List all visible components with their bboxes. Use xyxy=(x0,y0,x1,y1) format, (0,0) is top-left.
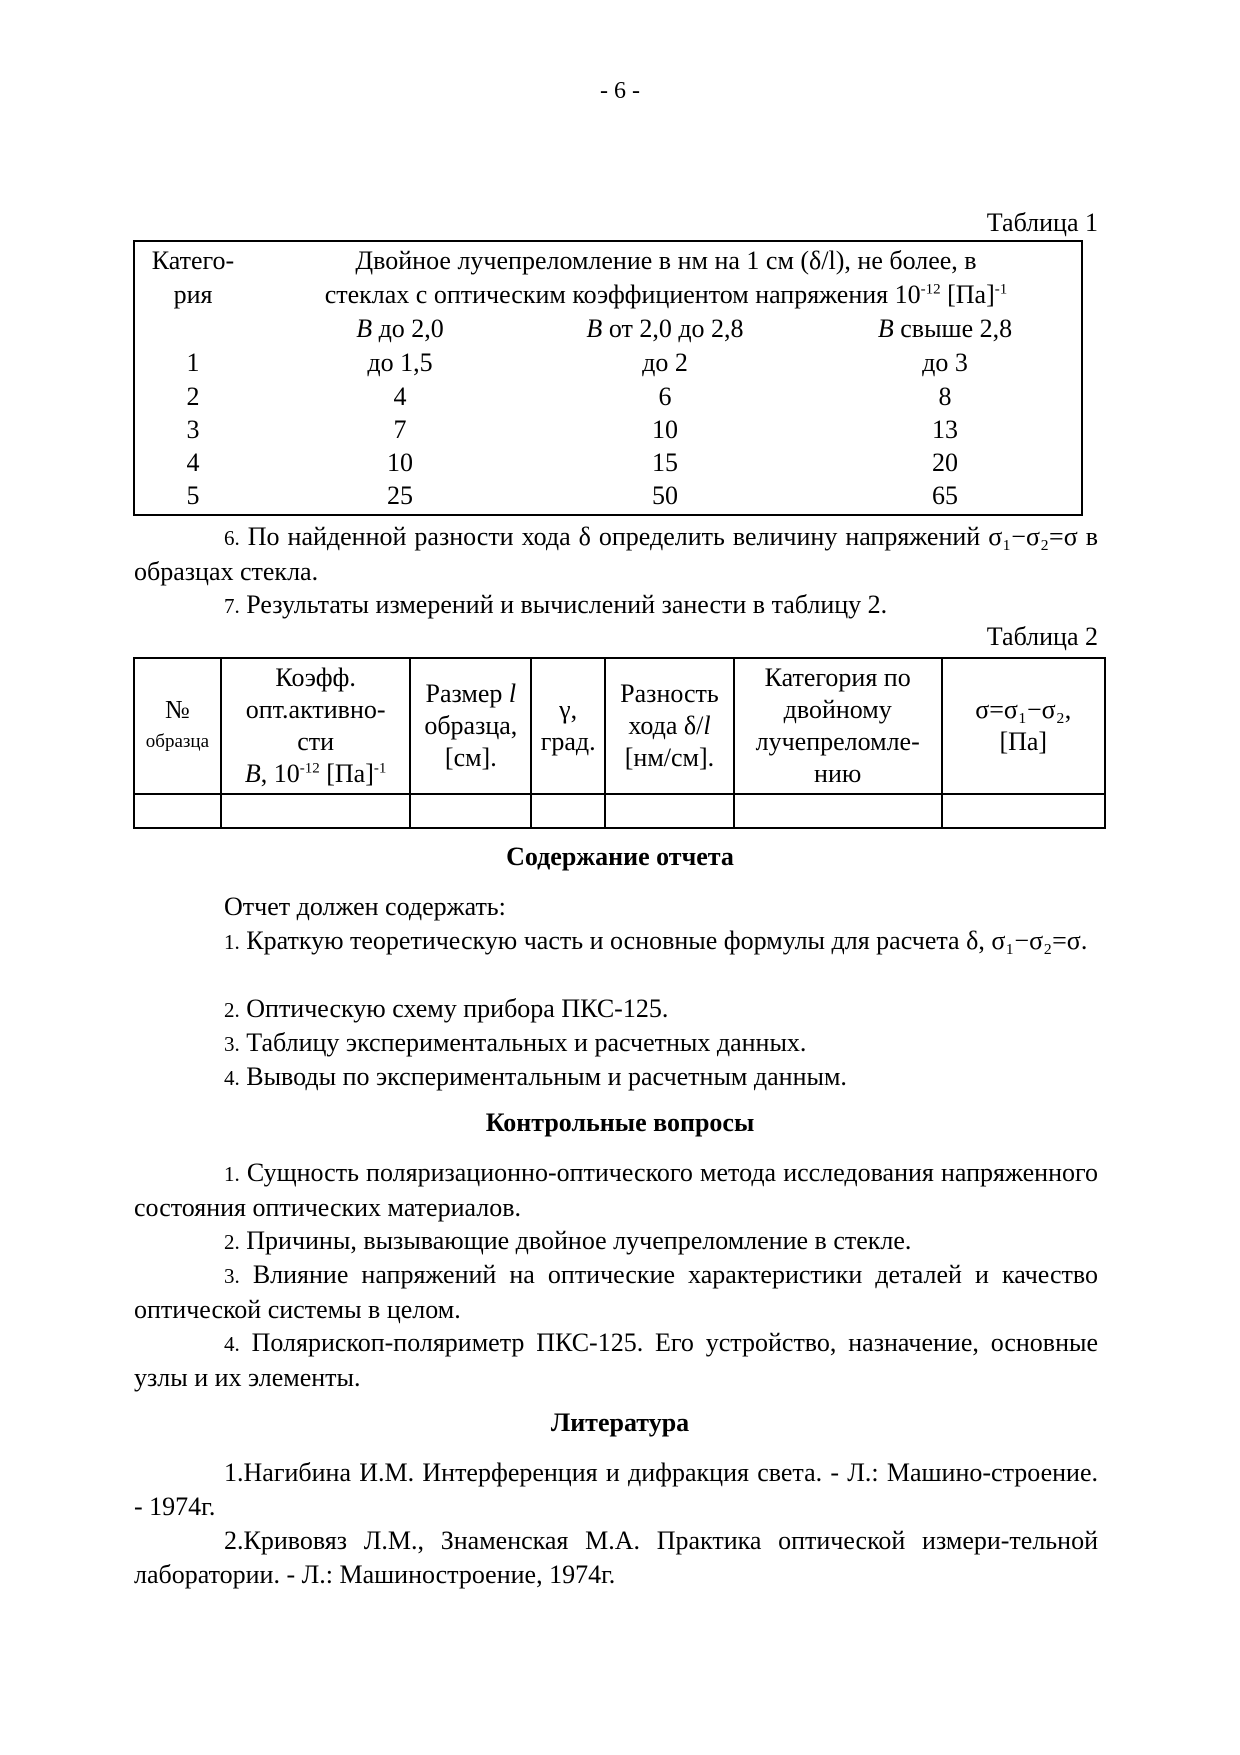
table1-cell: 50 xyxy=(652,481,678,510)
question-3-num: 3. xyxy=(224,1264,240,1288)
table1-cell: 3 xyxy=(186,415,200,444)
table1-cell: 5 xyxy=(186,481,200,510)
question-1-num: 1. xyxy=(224,1162,240,1186)
table2-caption: Таблица 2 xyxy=(986,622,1098,651)
table1-cell: 65 xyxy=(932,481,958,510)
table2-cell xyxy=(221,794,411,828)
report-item-3-text: Таблицу экспериментальных и расчетных данных. xyxy=(246,1028,807,1057)
table2-cell xyxy=(531,794,605,828)
table2-head-path-difference-line2 xyxy=(608,710,731,742)
table2-head-coefficient-exp: -12 xyxy=(299,760,320,777)
table1-cell: 10 xyxy=(652,415,678,444)
report-item-1-num: 1. xyxy=(224,930,240,954)
literature-heading: Литература xyxy=(550,1408,690,1437)
table1-head-main-unit-exp: -1 xyxy=(994,281,1008,298)
report-item-3-num: 3. xyxy=(224,1032,240,1056)
table2-head-coefficient-line2: опт.активно- xyxy=(245,695,386,724)
table1-subhead-2 xyxy=(545,314,785,344)
table2-cell xyxy=(410,794,531,828)
table2-head-size xyxy=(410,658,531,794)
literature-item-1: 1.Нагибина И.М. Интерференция и дифракция света. - Л.: Машино-строение. - 1974г. xyxy=(134,1458,1098,1521)
question-4-num: 4. xyxy=(224,1332,240,1356)
report-item-2-text: Оптическую схему прибора ПКС-125. xyxy=(246,994,669,1023)
question-3 xyxy=(134,1258,1098,1327)
table2 xyxy=(133,657,1106,829)
table2-head-category-line3: лучепреломле- xyxy=(755,727,920,756)
item-7 xyxy=(134,588,1098,623)
table2-head-path-difference-label: хода δ/ xyxy=(628,711,704,740)
table2-head-number-symbol: № xyxy=(165,695,190,724)
table2-head-coefficient-line4 xyxy=(224,758,408,790)
table1-cell: 13 xyxy=(932,415,958,444)
table1-cell: 8 xyxy=(938,382,952,411)
table2-head-coefficient-line3: сти xyxy=(297,727,335,756)
table1-cell: 2 xyxy=(186,382,200,411)
table2-head-path-difference-line3: [нм/см]. xyxy=(624,743,715,772)
table2-head-gamma xyxy=(531,658,605,794)
table1-head-main-line2 xyxy=(251,280,1081,310)
table1-cell: 1 xyxy=(186,348,200,377)
table1-subhead-1 xyxy=(295,314,505,344)
table1-subhead-3-var: B xyxy=(877,314,894,343)
table1-head-main-exp: -12 xyxy=(920,281,941,298)
table1-subhead-2-var: B xyxy=(586,314,603,343)
table2-cell xyxy=(605,794,734,828)
report-heading: Содержание отчета xyxy=(506,842,734,871)
table1-subhead-2-text: от 2,0 до 2,8 xyxy=(602,314,744,343)
table1-cell: 7 xyxy=(393,415,407,444)
table2-head-coefficient-line1: Коэфф. xyxy=(275,663,356,692)
report-item-2 xyxy=(134,992,1098,1027)
table2-head-path-difference-line1: Разность xyxy=(620,679,719,708)
table1-cell: 4 xyxy=(186,448,200,477)
question-4 xyxy=(134,1326,1098,1395)
table1-head-category-line2: рия xyxy=(173,280,213,309)
table2-head-size-var: l xyxy=(508,679,517,708)
item-6-text: По найденной разности хода δ определить величину напряжений σ₁−σ₂=σ в образцах стекла. xyxy=(134,522,1098,586)
report-item-4-text: Выводы по экспериментальным и расчетным данным. xyxy=(246,1062,847,1091)
table2-cell xyxy=(734,794,942,828)
table1-cell: до 3 xyxy=(922,348,968,377)
table2-head-path-difference xyxy=(605,658,734,794)
table2-head-category-line2: двойному xyxy=(783,695,892,724)
table2-head-category xyxy=(734,658,942,794)
question-4-text: Полярископ-поляриметр ПКС-125. Его устройство, назначение, основные узлы и их элементы. xyxy=(134,1328,1098,1392)
table1-subhead-3 xyxy=(835,314,1055,344)
table2-empty-row xyxy=(134,794,1105,828)
table2-cell xyxy=(942,794,1105,828)
report-item-1-text: Краткую теоретическую часть и основные формулы для расчета δ, σ₁−σ₂=σ. xyxy=(246,926,1088,955)
table1-cell: 4 xyxy=(393,382,407,411)
table2-head-coefficient-var: B xyxy=(244,759,261,788)
page-number: - 6 - xyxy=(600,78,640,104)
table2-head-stress-line2: [Па] xyxy=(999,727,1048,756)
table2-head-coefficient-factor: , 10 xyxy=(260,759,300,788)
table1-subhead-3-text: свыше 2,8 xyxy=(893,314,1013,343)
item-6-num: 6. xyxy=(224,526,240,550)
table1-cell: 6 xyxy=(658,382,672,411)
table2-head-number xyxy=(134,658,221,794)
table1-cell: до 1,5 xyxy=(367,348,433,377)
table2-head-stress xyxy=(942,658,1105,794)
item-7-text: Результаты измерений и вычислений занести в таблицу 2. xyxy=(246,590,888,619)
table1-cell: 15 xyxy=(652,448,678,477)
questions-heading: Контрольные вопросы xyxy=(485,1108,755,1137)
table1-head-main-unit: [Па] xyxy=(947,280,995,309)
table2-head-number-label: образца xyxy=(145,731,210,752)
question-1-text: Сущность поляризационно-оптического метода исследования напряженного состояния оптических материалов. xyxy=(134,1158,1098,1222)
table1 xyxy=(133,240,1083,516)
table2-head-stress-line1: σ=σ₁−σ₂, xyxy=(975,695,1072,724)
report-item-1 xyxy=(134,924,1098,959)
question-2 xyxy=(134,1224,1098,1259)
table2-head-size-line1 xyxy=(413,678,528,710)
table1-head-main-line1: Двойное лучепреломление в нм на 1 см (δ/l), не более, в xyxy=(355,246,977,275)
item-7-num: 7. xyxy=(224,594,240,618)
table2-head-category-line4: нию xyxy=(814,759,862,788)
table2-head-coefficient-unit: [Па] xyxy=(319,759,374,788)
table1-cell: 10 xyxy=(387,448,413,477)
table2-head-size-line3: [см]. xyxy=(444,743,497,772)
table2-head-coefficient xyxy=(221,658,411,794)
table2-head-gamma-line2: град. xyxy=(540,727,596,756)
table1-subhead-1-text: до 2,0 xyxy=(372,314,444,343)
table2-head-path-difference-var: l xyxy=(703,711,711,740)
table2-head-gamma-line1: γ, xyxy=(559,695,578,724)
table1-caption: Таблица 1 xyxy=(986,208,1098,237)
report-item-4-num: 4. xyxy=(224,1066,240,1090)
table2-head-size-label: Размер xyxy=(425,679,509,708)
table2-head-category-line1: Категория по xyxy=(764,663,911,692)
table1-head-main-line2-text: стеклах с оптическим коэффициентом напряжения 10 xyxy=(324,280,921,309)
item-6 xyxy=(134,520,1098,589)
table2-cell xyxy=(134,794,221,828)
question-1 xyxy=(134,1156,1098,1225)
report-item-4 xyxy=(134,1060,1098,1095)
table1-cell: до 2 xyxy=(642,348,688,377)
report-intro: Отчет должен содержать: xyxy=(224,892,506,921)
report-item-2-num: 2. xyxy=(224,998,240,1022)
literature-item-2: 2.Кривовяз Л.М., Знаменская М.А. Практика оптической измери-тельной лаборатории. - Л.: Машиностроение, 1974г. xyxy=(134,1526,1098,1589)
report-item-3 xyxy=(134,1026,1098,1061)
table1-cell: 20 xyxy=(932,448,958,477)
table1-subhead-1-var: B xyxy=(356,314,373,343)
question-2-num: 2. xyxy=(224,1230,240,1254)
table1-head-category-line1: Катего- xyxy=(151,246,235,275)
table2-head-coefficient-unit-exp: -1 xyxy=(373,760,387,777)
table2-head-size-line2: образца, xyxy=(424,711,518,740)
table1-cell: 25 xyxy=(387,481,413,510)
question-2-text: Причины, вызывающие двойное лучепреломление в стекле. xyxy=(246,1226,912,1255)
question-3-text: Влияние напряжений на оптические характеристики деталей и качество оптической системы в целом. xyxy=(134,1260,1098,1324)
